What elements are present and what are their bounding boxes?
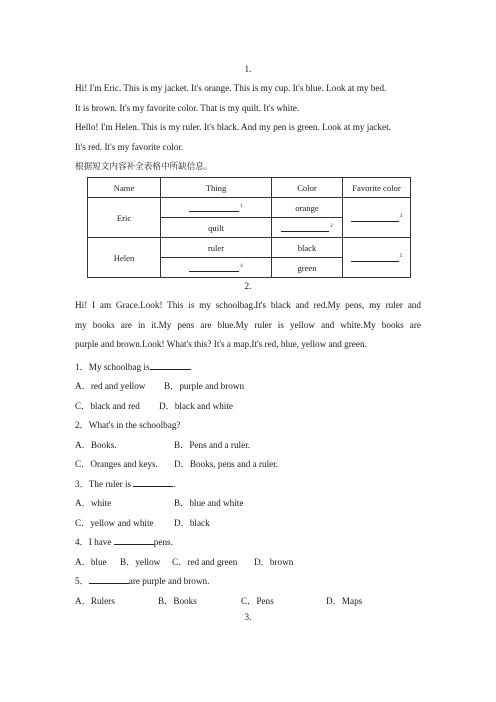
section-3-number: 3.: [244, 612, 252, 622]
blank-1-number: 1: [240, 203, 243, 209]
cell-blank-3: [343, 198, 411, 238]
section-1-number: 1.: [244, 64, 252, 74]
question-4-option-c[interactable]: C．red and green: [172, 557, 238, 567]
cell-blank-1: [161, 198, 272, 218]
question-4-option-a[interactable]: A．blue: [75, 557, 107, 567]
question-1-option-c[interactable]: C．black and red: [75, 401, 140, 411]
question-1-option-a[interactable]: A．red and yellow: [75, 381, 146, 391]
question-2-option-d[interactable]: D．Books, pens and a ruler.: [174, 459, 279, 469]
question-1-option-b[interactable]: B．purple and brown: [164, 381, 245, 391]
question-4-option-b[interactable]: B．yellow: [120, 557, 161, 567]
blank-1-field[interactable]: [189, 202, 239, 212]
header-name: Name: [88, 178, 161, 198]
question-2-text: 2．What's in the schoolbag?: [75, 420, 181, 430]
info-table: [87, 177, 411, 278]
question-2-option-a[interactable]: A．Books.: [75, 440, 117, 450]
passage-2-line-2: my books are in it.My pens are blue.My ruler is yellow and white.My books are: [75, 320, 421, 330]
passage-1-line-2: It is brown. It's my favorite color. That is my quilt. It's white.: [75, 103, 300, 113]
passage-1-line-3: Hello! I'm Helen. This is my ruler. It's black. And my pen is green. Look at my jacket.: [75, 122, 391, 132]
cell-eric: Eric: [88, 198, 161, 238]
blank-3-number: 3: [399, 213, 403, 219]
question-3-option-c[interactable]: C．yellow and white: [75, 518, 154, 528]
blank-4-number: 4: [240, 263, 243, 269]
blank-2-field[interactable]: [281, 222, 329, 232]
cell-blank-2: [272, 218, 343, 238]
question-1-end: .: [189, 362, 192, 372]
question-4-end: pens.: [153, 537, 173, 547]
blank-5-number: 5: [399, 253, 403, 259]
question-5-option-a[interactable]: A．Rulers: [75, 596, 115, 606]
cell-ruler: ruler: [161, 238, 272, 258]
question-5-option-b[interactable]: B．Books: [158, 596, 197, 606]
question-2-stem: [75, 417, 181, 431]
blank-3-field[interactable]: [351, 212, 399, 222]
question-5-option-d[interactable]: D．Maps: [326, 596, 363, 606]
question-3-blank[interactable]: [133, 477, 176, 489]
question-4-option-d[interactable]: D．brown: [254, 557, 294, 567]
cell-black: black: [272, 238, 343, 258]
instruction-text: 根据短文内容补全表格中所缺信息。: [75, 162, 213, 172]
cell-blank-4: [161, 258, 272, 278]
table-header-row: [88, 178, 411, 198]
blank-4-field[interactable]: [189, 262, 239, 272]
question-3-text: 3．The ruler is: [75, 479, 132, 489]
passage-2-line-1: Hi! I am Grace.Look! This is my schoolbag.It's black and red.My pens, my ruler and: [75, 300, 421, 310]
passage-1-line-4: It's red. It's my favorite color.: [75, 142, 184, 152]
blank-2-number: 2: [330, 223, 333, 229]
question-1-blank[interactable]: [150, 360, 190, 370]
question-3-option-a[interactable]: A．white: [75, 498, 112, 508]
cell-green: green: [272, 258, 343, 278]
question-4-blank[interactable]: [114, 535, 154, 545]
cell-helen: Helen: [88, 238, 161, 278]
section-2-number: 2.: [244, 281, 252, 291]
question-4-stem: [75, 534, 173, 548]
question-3-stem: [75, 476, 176, 490]
question-1-option-d[interactable]: D．black and white: [159, 401, 233, 411]
blank-5-field[interactable]: [351, 252, 399, 262]
question-3-end: .: [173, 479, 176, 489]
header-thing: Thing: [161, 178, 272, 198]
question-2-option-b[interactable]: B．Pens and a ruler.: [174, 440, 251, 450]
cell-blank-5: [343, 238, 411, 278]
question-5-text: 5．: [75, 576, 89, 586]
table-row: [88, 198, 411, 218]
table-row: [88, 238, 411, 258]
question-1-stem: [75, 359, 192, 373]
header-favorite-color: Favorite color: [343, 178, 411, 198]
header-color: Color: [272, 178, 343, 198]
question-2-option-c[interactable]: C．Oranges and keys.: [75, 459, 158, 469]
cell-quilt: quilt: [161, 218, 272, 238]
cell-orange: orange: [272, 198, 343, 218]
question-3-option-d[interactable]: D．black: [174, 518, 210, 528]
question-5-stem: [75, 573, 209, 587]
question-5-end: are purple and brown.: [128, 576, 210, 586]
question-1-text: 1．My schoolbag is: [75, 362, 150, 372]
question-4-text: 4．I have: [75, 537, 112, 547]
passage-2-line-3: purple and brown.Look! What's this? It's a map.It's red, blue, yellow and green.: [75, 339, 367, 349]
passage-1-line-1: Hi! I'm Eric. This is my jacket. It's orange. This is my cup. It's blue. Look at my bed.: [75, 83, 387, 93]
question-5-option-c[interactable]: C．Pens: [241, 596, 274, 606]
question-5-blank[interactable]: [89, 574, 129, 584]
question-3-option-b[interactable]: B．blue and white: [174, 498, 244, 508]
